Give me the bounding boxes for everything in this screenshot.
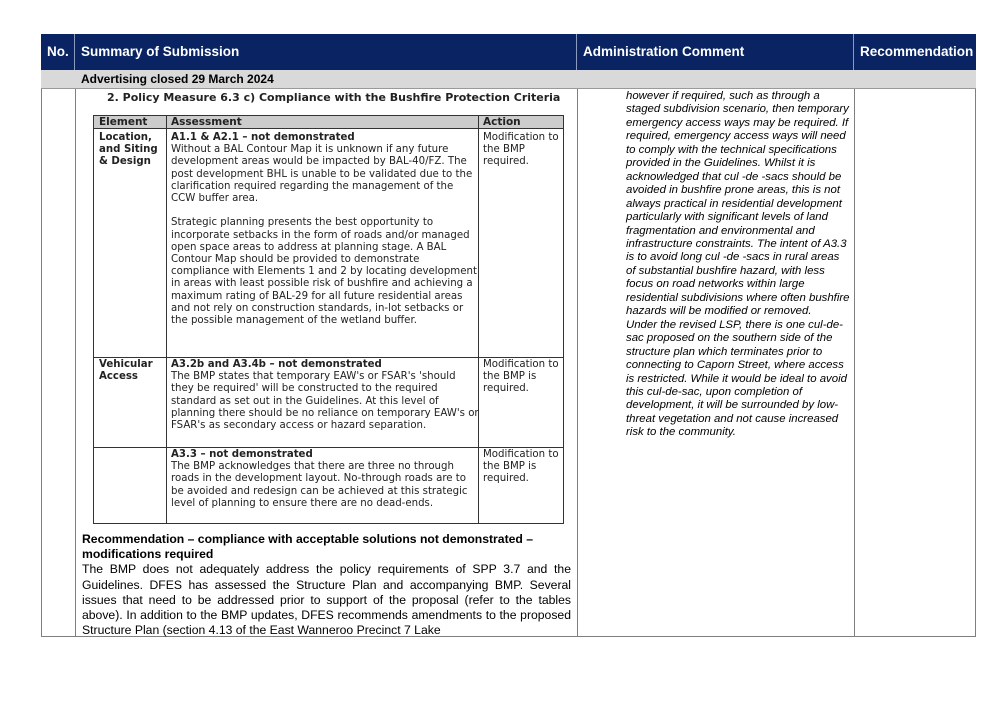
header-recommendation: Recommendation <box>854 34 976 70</box>
extract-col-assessment: Assessment <box>171 116 242 128</box>
extract-title: 2. Policy Measure 6.3 c) Compliance with the Bushfire Protection Criteria <box>107 91 561 104</box>
recommendation-body: The BMP does not adequately address the policy requirements of SPP 3.7 and the Guidelines. DFES has assessed the Structure Plan and accompanying BMP. Several issues that need to be addressed prior to support of the proposal (refer to the tables above). In addition to the BMP updates, DFES recommends amendments to the proposed Structure Plan (section 4.13 of the East Wanneroo Precinct 7 Lake <box>82 562 571 638</box>
extract-divider <box>94 357 563 358</box>
extract-row-assessment <box>171 132 479 327</box>
group-row-label: Advertising closed 29 March 2024 <box>81 72 274 86</box>
admin-comment-paragraph: however if required, such as through a staged subdivision scenario, then temporary emergency access ways may be required. If required, emergency access ways will need to comply with the technical specifications provided in the Guidelines. Whilst it is acknowledged that cul -de -sacs should be avoided in bushfire prone areas, this is not always practical in residential development particularly with significant levels of land fragmentation and environmental and infrastructure constraints. The intent of A3.3 is to avoid long cul -de -sacs in rural areas of substantial bushfire hazard, with less focus on road networks within large residential subdivisions where often bushfire hazards will be modified or removed. <box>626 90 850 318</box>
extract-row-element: Location, and Siting & Design <box>99 132 158 168</box>
extract-row-heading: A3.3 – not demonstrated <box>171 449 313 460</box>
extract-row-action: Modification to the BMP required. <box>483 132 559 168</box>
extract-row-element: Vehicular Access <box>99 359 153 383</box>
extract-row-assessment <box>171 449 479 510</box>
administration-comment <box>626 90 851 440</box>
extract-row-text: The BMP states that temporary EAW's or FSAR's 'should they be required' will be constructed to the required standard as set out in the Guidelines. At this level of planning there should be no reliance on temporary EAW's or FSAR's as secondary access or hazard separation. <box>171 371 479 432</box>
extract-divider <box>94 447 563 448</box>
extract-row-action: Modification to the BMP is required. <box>483 359 559 395</box>
column-divider <box>854 89 855 636</box>
extract-row-assessment <box>171 359 479 432</box>
header-admin-comment: Administration Comment <box>577 34 854 70</box>
bushfire-criteria-extract <box>62 90 582 530</box>
extract-divider <box>166 116 167 523</box>
extract-header-row <box>94 116 563 129</box>
recommendation-block <box>82 532 571 638</box>
extract-row-text: The BMP acknowledges that there are three no through roads in the development layout. No-through roads are to be avoided and redesign can be achieved at this strategic level of planning to ensure there are no dead-ends. <box>171 461 468 509</box>
header-summary: Summary of Submission <box>75 34 577 70</box>
extract-row-action: Modification to the BMP is required. <box>483 449 559 485</box>
extract-table <box>93 115 564 524</box>
header-no: No. <box>41 34 75 70</box>
extract-row-heading: A1.1 & A2.1 – not demonstrated <box>171 132 355 143</box>
recommendation-heading: Recommendation – compliance with acceptable solutions not demonstrated – modifications required <box>82 532 534 562</box>
admin-comment-paragraph: Under the revised LSP, there is one cul-de-sac proposed on the southern side of the structure plan which terminates prior to connecting to Caporn Street, where access is restricted. While it would be ideal to avoid this cul-de-sac, upon completion of development, it will be surrounded by low-threat vegetation and not cause increased risk to the community. <box>626 318 847 439</box>
extract-col-action: Action <box>483 116 521 128</box>
extract-row-text: Without a BAL Contour Map it is unknown if any future development areas would be impacted by BAL-40/FZ. The post development BHL is unable to be validated due to the clarification required regarding the management of the CCW buffer area. Strategic planning presents the best opportunity to incorporate setbacks in the form of roads and/or managed open space areas to address at planning stage. A BAL Contour Map should be provided to demonstrate compliance with Elements 1 and 2 by locating development in areas with least possible risk of bushfire and achieving a maximum rating of BAL-29 for all future residential areas and not rely on construction standards, in-lot setbacks or the possible management of the wetland buffer. <box>171 144 477 327</box>
group-row <box>41 70 976 89</box>
extract-row-heading: A3.2b and A3.4b – not demonstrated <box>171 359 382 370</box>
extract-col-element: Element <box>99 116 148 128</box>
